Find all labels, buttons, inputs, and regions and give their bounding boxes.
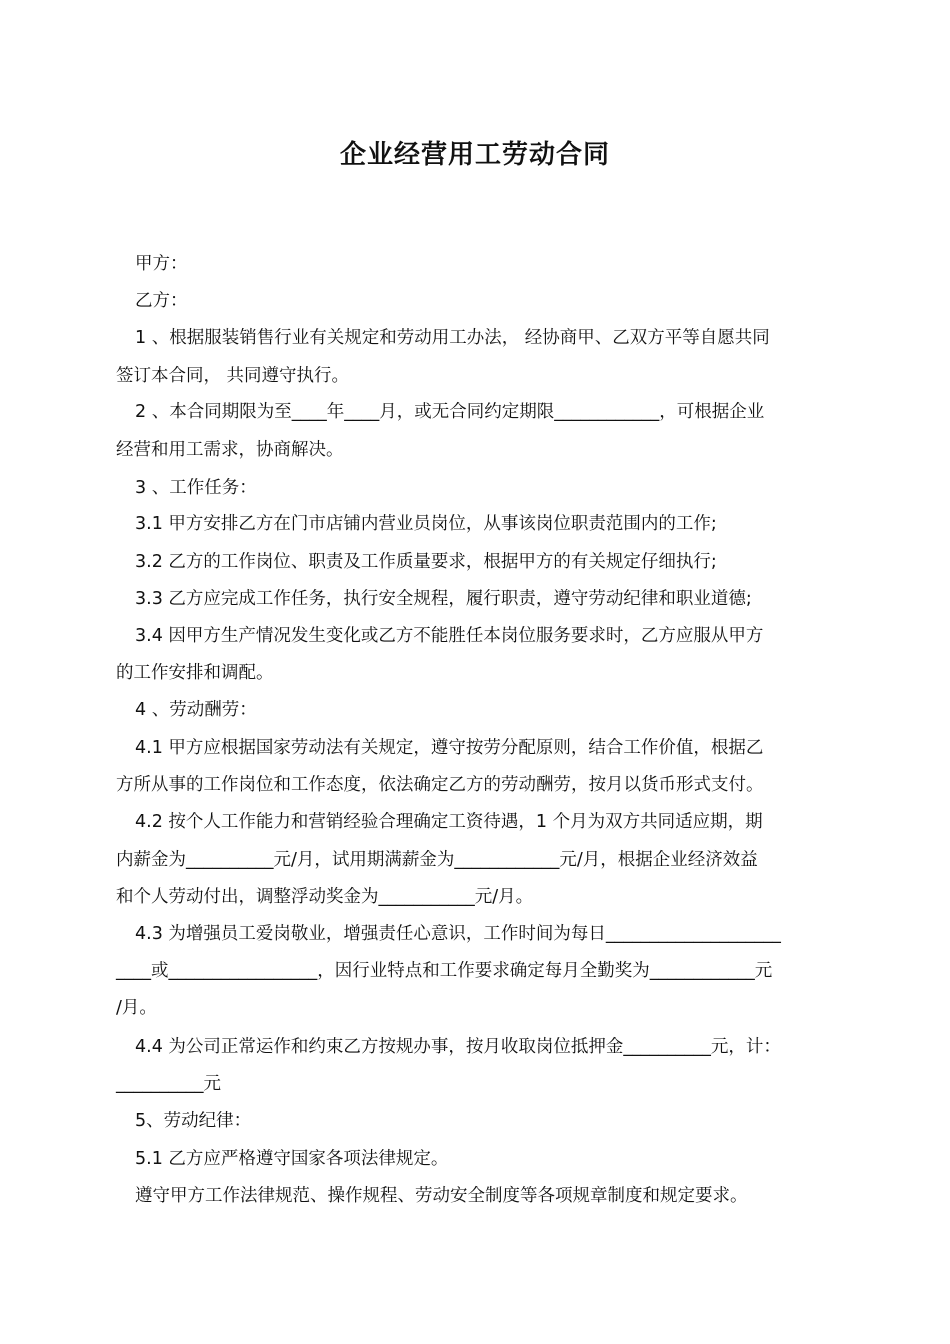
clause-1-line-2: 签订本合同， 共同遵守执行。 — [116, 366, 350, 386]
clause-4-2-line-1: 4.2 按个人工作能力和营销经验合理确定工资待遇，1 个月为双方共同适应期，期 — [135, 812, 763, 832]
clause-5-1-continued: 遵守甲方工作法律规范、操作规程、劳动安全制度等各项规章制度和规定要求。 — [135, 1186, 748, 1206]
clause-4-3-line-1: 4.3 为增强员工爱岗敬业，增强责任心意识，工作时间为每日____________________ — [135, 924, 781, 944]
clause-4-2-line-2: 内薪金为__________元/月，试用期满薪金为____________元/月，根据企业经济效益 — [116, 850, 758, 870]
clause-3-3: 3.3 乙方应完成工作任务，执行安全规程，履行职责，遵守劳动纪律和职业道德; — [135, 589, 752, 609]
clause-2-line-2: 经营和用工需求，协商解决。 — [116, 440, 344, 460]
clause-3-heading: 3 、工作任务： — [135, 478, 257, 498]
clause-2-line-1: 2 、本合同期限为至____年____月，或无合同约定期限____________，可根据企业 — [135, 402, 765, 422]
clause-4-2-line-3: 和个人劳动付出，调整浮动奖金为___________元/月。 — [116, 887, 534, 907]
clause-4-3-line-3: /月。 — [116, 998, 157, 1018]
clause-4-3-line-2: ____或_________________，因行业特点和工作要求确定每月全勤奖为____________元 — [116, 961, 773, 981]
party-b-line: 乙方： — [135, 291, 188, 311]
clause-1-line-1: 1 、根据服装销售行业有关规定和劳动用工办法， 经协商甲、乙双方平等自愿共同 — [135, 328, 770, 348]
clause-5-heading: 5、劳动纪律： — [135, 1111, 252, 1131]
document-title: 企业经营用工劳动合同 — [339, 140, 610, 170]
clause-3-1: 3.1 甲方安排乙方在门市店铺内营业员岗位，从事该岗位职责范围内的工作; — [135, 514, 717, 534]
clause-5-1: 5.1 乙方应严格遵守国家各项法律规定。 — [135, 1149, 449, 1169]
clause-3-2: 3.2 乙方的工作岗位、职责及工作质量要求，根据甲方的有关规定仔细执行; — [135, 552, 717, 572]
clause-3-4-line-1: 3.4 因甲方生产情况发生变化或乙方不能胜任本岗位服务要求时，乙方应服从甲方 — [135, 626, 764, 646]
clause-3-4-line-2: 的工作安排和调配。 — [116, 663, 274, 683]
clause-4-heading: 4 、劳动酬劳： — [135, 700, 257, 720]
clause-4-1-line-1: 4.1 甲方应根据国家劳动法有关规定，遵守按劳分配原则，结合工作价值，根据乙 — [135, 738, 764, 758]
clause-4-4-line-1: 4.4 为公司正常运作和约束乙方按规办事，按月收取岗位抵押金__________元，计： — [135, 1037, 781, 1057]
clause-4-4-line-2: __________元 — [116, 1074, 221, 1094]
clause-4-1-line-2: 方所从事的工作岗位和工作态度，依法确定乙方的劳动酬劳，按月以货币形式支付。 — [116, 775, 764, 795]
party-a-line: 甲方： — [135, 254, 188, 274]
